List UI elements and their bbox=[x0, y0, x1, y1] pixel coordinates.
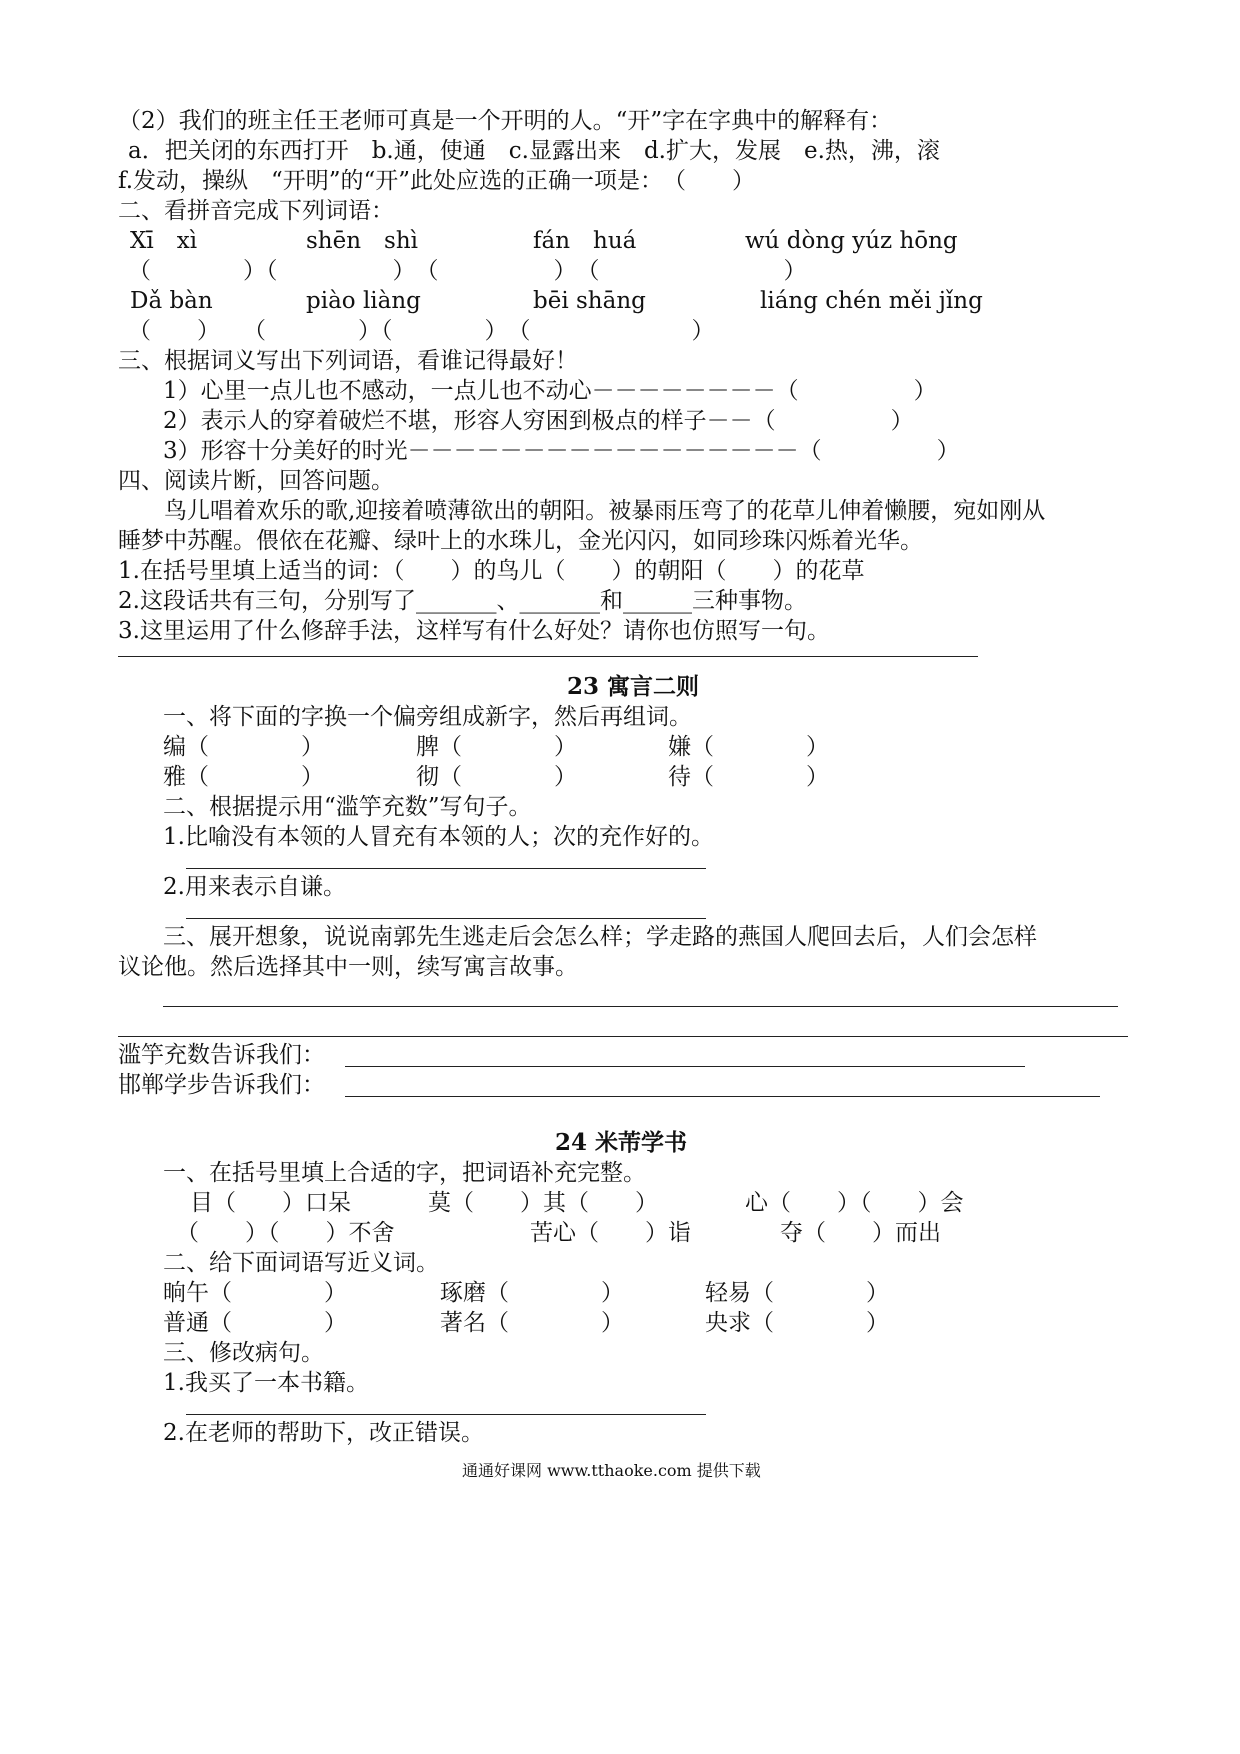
definition-section-title: 三、根据词义写出下列词语，看谁记得最好！ bbox=[118, 348, 578, 374]
moral-label-2: 邯郸学步告诉我们： bbox=[118, 1072, 325, 1098]
pinyin-word: fán huá bbox=[533, 228, 637, 254]
correction-section-title: 三、修改病句。 bbox=[163, 1340, 324, 1366]
correction-item-2: 2.在老师的帮助下，改正错误。 bbox=[163, 1420, 484, 1446]
moral-label-1: 滥竽充数告诉我们： bbox=[118, 1042, 325, 1068]
synonym-item: 轻易（ ） bbox=[705, 1280, 889, 1306]
pinyin-word: Xī xì bbox=[130, 228, 198, 254]
reading-question-2: 2.这段话共有三句，分别写了_______、_______和______三种事物。 bbox=[118, 588, 807, 614]
pinyin-word: liáng chén měi jǐng bbox=[760, 288, 983, 314]
sentence-section-title: 二、根据提示用“滥竽充数”写句子。 bbox=[163, 794, 532, 820]
pinyin-word: piào liàng bbox=[306, 288, 421, 314]
lesson-23-title: 23 寓言二则 bbox=[567, 673, 700, 700]
synonym-section-title: 二、给下面词语写近义词。 bbox=[163, 1250, 439, 1276]
lesson-24-title: 24 米芾学书 bbox=[555, 1129, 688, 1156]
answer-line bbox=[345, 1066, 1025, 1067]
synonym-item: 晌午（ ） bbox=[163, 1280, 347, 1306]
answer-line bbox=[345, 1096, 1100, 1097]
idiom-item: （ ）（ ）不舍 bbox=[176, 1220, 395, 1246]
reading-section-title: 四、阅读片断，回答问题。 bbox=[118, 468, 394, 494]
pinyin-blank-row-1: （ ）（ ） （ ） （ ） bbox=[128, 258, 807, 284]
synonym-item: 央求（ ） bbox=[705, 1310, 889, 1336]
passage-line: 睡梦中苏醒。偎依在花瓣、绿叶上的水珠儿，金光闪闪，如同珍珠闪烁着光华。 bbox=[118, 528, 923, 554]
answer-line bbox=[186, 918, 706, 919]
pinyin-word: Dǎ bàn bbox=[130, 288, 213, 314]
q2-options-line-3: f.发动，操纵 “开明”的“开”此处应选的正确一项是： （ ） bbox=[118, 168, 756, 194]
imagination-line-1: 三、展开想象，说说南郭先生逃走后会怎么样；学走路的燕国人爬回去后，人们会怎样 bbox=[163, 924, 1037, 950]
pinyin-section-title: 二、看拼音完成下列词语： bbox=[118, 198, 394, 224]
answer-line bbox=[163, 1006, 1118, 1007]
definition-item: 3）形容十分美好的时光－－－－－－－－－－－－－－－－－（ ） bbox=[163, 438, 960, 464]
radical-item: 嫌（ ） bbox=[668, 734, 829, 760]
correction-item-1: 1.我买了一本书籍。 bbox=[163, 1370, 369, 1396]
reading-question-3: 3.这里运用了什么修辞手法，这样写有什么好处？请你也仿照写一句。 bbox=[118, 618, 830, 644]
pinyin-word: shēn shì bbox=[306, 228, 419, 254]
pinyin-word: wú dòng yúz hōng bbox=[745, 228, 958, 254]
q2-line-1: （2）我们的班主任王老师可真是一个开明的人。“开”字在字典中的解释有： bbox=[118, 108, 893, 134]
idiom-section-title: 一、在括号里填上合适的字，把词语补充完整。 bbox=[163, 1160, 646, 1186]
imagination-line-2: 议论他。然后选择其中一则，续写寓言故事。 bbox=[118, 954, 578, 980]
answer-line bbox=[118, 656, 978, 657]
pinyin-word: bēi shāng bbox=[533, 288, 646, 314]
passage-line: 鸟儿唱着欢乐的歌,迎接着喷薄欲出的朝阳。被暴雨压弯了的花草儿伸着懒腰，宛如刚从 bbox=[118, 498, 1046, 524]
definition-item: 2）表示人的穿着破烂不堪，形容人穷困到极点的样子－－（ ） bbox=[163, 408, 914, 434]
synonym-item: 著名（ ） bbox=[440, 1310, 624, 1336]
sentence-item-1: 1.比喻没有本领的人冒充有本领的人；次的充作好的。 bbox=[163, 824, 714, 850]
q2-options-line-2: a．把关闭的东西打开 b.通，使通 c.显露出来 d.扩大，发展 e.热，沸，滚 bbox=[128, 138, 940, 164]
radical-item: 编（ ） bbox=[163, 734, 324, 760]
radical-item: 待（ ） bbox=[668, 764, 829, 790]
page-footer: 通通好课网 www.tthaoke.com 提供下载 bbox=[462, 1461, 761, 1480]
idiom-item: 心（ ）（ ）会 bbox=[745, 1190, 964, 1216]
answer-line bbox=[118, 1036, 1128, 1037]
reading-question-1: 1.在括号里填上适当的词：（ ）的鸟儿（ ）的朝阳（ ）的花草 bbox=[118, 558, 865, 584]
radical-section-title: 一、将下面的字换一个偏旁组成新字，然后再组词。 bbox=[163, 704, 692, 730]
answer-line bbox=[186, 1414, 706, 1415]
sentence-item-2: 2.用来表示自谦。 bbox=[163, 874, 346, 900]
radical-item: 脾（ ） bbox=[416, 734, 577, 760]
idiom-item: 莫（ ）其（ ） bbox=[428, 1190, 658, 1216]
radical-item: 彻（ ） bbox=[416, 764, 577, 790]
radical-item: 雅（ ） bbox=[163, 764, 324, 790]
answer-line bbox=[186, 868, 706, 869]
pinyin-blank-row-2: （ ） （ ）（ ） （ ） bbox=[128, 318, 715, 344]
idiom-item: 目（ ）口呆 bbox=[190, 1190, 351, 1216]
synonym-item: 普通（ ） bbox=[163, 1310, 347, 1336]
idiom-item: 夺（ ）而出 bbox=[780, 1220, 941, 1246]
definition-item: 1）心里一点儿也不感动，一点儿也不动心－－－－－－－－（ ） bbox=[163, 378, 937, 404]
synonym-item: 琢磨（ ） bbox=[440, 1280, 624, 1306]
idiom-item: 苦心（ ）诣 bbox=[530, 1220, 691, 1246]
